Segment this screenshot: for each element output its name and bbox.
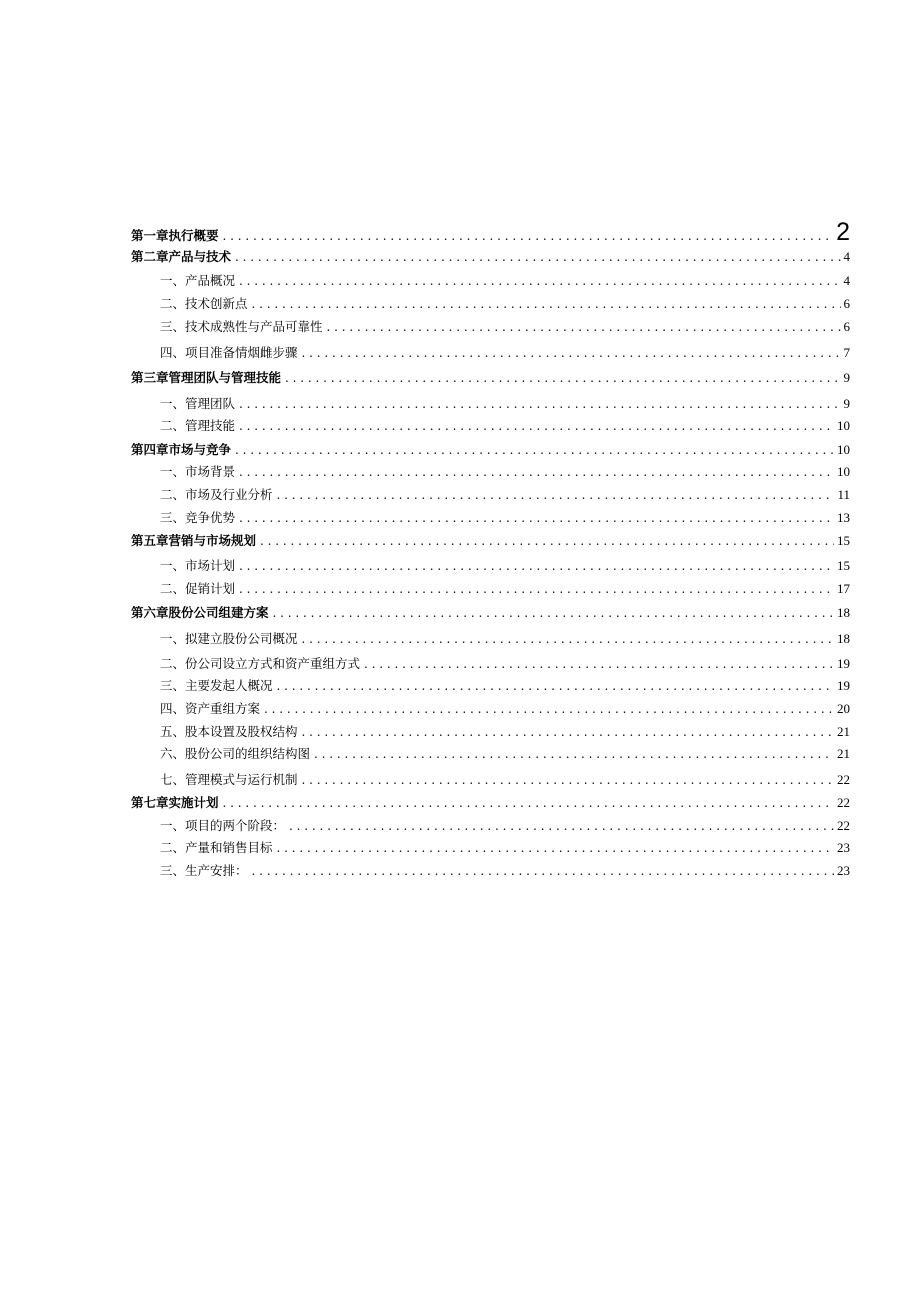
toc-dot-leader <box>285 368 840 388</box>
toc-page-number: 15 <box>837 533 850 548</box>
toc-section-row[interactable] <box>131 722 850 742</box>
toc-dot-leader <box>302 629 834 649</box>
toc-chapter-row[interactable] <box>131 531 850 551</box>
toc-section-title: 五、股本设置及股权结构 <box>160 724 298 739</box>
toc-dot-leader <box>223 793 834 813</box>
toc-page-number: 22 <box>837 772 850 787</box>
toc-chapter-row[interactable] <box>131 247 850 267</box>
toc-page-number: 19 <box>837 678 850 693</box>
toc-page-number: 21 <box>837 724 850 739</box>
toc-page-number: 4 <box>843 273 850 288</box>
toc-section-row[interactable] <box>131 744 850 764</box>
toc-chapter-title: 第一章执行概要 <box>131 228 219 243</box>
toc-dot-leader <box>314 744 834 764</box>
toc-page-number: 9 <box>843 370 850 385</box>
toc-section-row[interactable] <box>131 770 850 790</box>
toc-page-number: 10 <box>837 464 850 479</box>
toc-dot-leader <box>302 770 834 790</box>
toc-section-row[interactable] <box>131 861 850 881</box>
toc-section-title: 一、产品概况 <box>160 273 236 288</box>
toc-section-title: 一、拟建立股份公司概况 <box>160 631 298 646</box>
toc-page-number: 18 <box>837 631 850 646</box>
toc-page-number: 22 <box>837 818 850 833</box>
toc-page-number: 17 <box>837 581 850 596</box>
toc-chapter-title: 第七章实施计划 <box>131 795 219 810</box>
toc-section-title: 三、竞争优势 <box>160 510 236 525</box>
toc-section-title: 一、项目的两个阶段： <box>160 818 286 833</box>
toc-section-row[interactable] <box>131 343 850 363</box>
toc-section-title: 二、产量和销售目标 <box>160 840 273 855</box>
toc-section-title: 四、项目准备情烟雌步骤 <box>160 345 298 360</box>
toc-dot-leader <box>235 440 834 460</box>
toc-dot-leader <box>239 271 840 291</box>
toc-section-title: 七、管理模式与运行机制 <box>160 772 298 787</box>
toc-section-title: 六、股份公司的组织结构图 <box>160 746 311 761</box>
toc-page-number: 23 <box>837 863 850 878</box>
toc-section-row[interactable] <box>131 629 850 649</box>
toc-section-title: 一、市场背景 <box>160 464 236 479</box>
toc-section-row[interactable] <box>131 676 850 696</box>
toc-dot-leader <box>302 343 841 363</box>
toc-dot-leader <box>327 317 841 337</box>
toc-section-title: 三、技术成熟性与产品可靠性 <box>160 319 323 334</box>
toc-page-number: 6 <box>843 319 850 334</box>
toc-dot-leader <box>264 699 834 719</box>
toc-dot-leader <box>252 294 841 314</box>
toc-chapter-title: 第三章管理团队与管理技能 <box>131 370 282 385</box>
toc-dot-leader <box>277 838 834 858</box>
toc-dot-leader <box>235 247 840 267</box>
toc-section-title: 二、技术创新点 <box>160 296 248 311</box>
toc-dot-leader <box>277 676 834 696</box>
toc-page-number: 11 <box>837 487 850 502</box>
toc-section-row[interactable] <box>131 579 850 599</box>
toc-section-row[interactable] <box>131 271 850 291</box>
toc-section-title: 三、生产安排： <box>160 863 248 878</box>
toc-dot-leader <box>364 654 834 674</box>
toc-page-number: 4 <box>843 249 850 264</box>
toc-section-row[interactable] <box>131 462 850 482</box>
toc-dot-leader <box>273 603 834 623</box>
toc-section-title: 一、市场计划 <box>160 558 236 573</box>
toc-section-row[interactable] <box>131 654 850 674</box>
toc-page-number: 18 <box>837 605 850 620</box>
toc-page-number: 21 <box>837 746 850 761</box>
toc-dot-leader <box>239 416 834 436</box>
toc-page-number: 23 <box>837 840 850 855</box>
toc-chapter-title: 第二章产品与技术 <box>131 249 232 264</box>
toc-section-title: 一、管理团队 <box>160 396 236 411</box>
toc-section-row[interactable] <box>131 699 850 719</box>
toc-section-row[interactable] <box>131 556 850 576</box>
toc-dot-leader <box>239 556 834 576</box>
toc-dot-leader <box>277 485 835 505</box>
toc-section-title: 二、市场及行业分析 <box>160 487 273 502</box>
toc-chapter-row[interactable] <box>131 603 850 623</box>
toc-page-number: 9 <box>843 396 850 411</box>
toc-page-number: 10 <box>837 418 850 433</box>
toc-dot-leader <box>239 462 834 482</box>
toc-page-number: 6 <box>843 296 850 311</box>
toc-section-row[interactable] <box>131 416 850 436</box>
toc-section-row[interactable] <box>131 317 850 337</box>
toc-page-number: 19 <box>837 656 850 671</box>
toc-dot-leader <box>302 722 834 742</box>
toc-chapter-row[interactable] <box>131 440 850 460</box>
toc-section-row[interactable] <box>131 294 850 314</box>
toc-section-title: 二、促销计划 <box>160 581 236 596</box>
toc-dot-leader <box>260 531 834 551</box>
toc-chapter-row[interactable] <box>131 218 850 246</box>
toc-page-number: 15 <box>837 558 850 573</box>
toc-dot-leader <box>252 861 834 881</box>
toc-section-row[interactable] <box>131 508 850 528</box>
toc-dot-leader <box>289 816 834 836</box>
toc-chapter-title: 第五章营销与市场规划 <box>131 533 257 548</box>
toc-section-row[interactable] <box>131 816 850 836</box>
toc-chapter-row[interactable] <box>131 793 850 813</box>
toc-section-row[interactable] <box>131 838 850 858</box>
toc-page-number: 22 <box>837 795 850 810</box>
toc-page-number: 10 <box>837 442 850 457</box>
toc-page-number: 7 <box>843 345 850 360</box>
toc-section-row[interactable] <box>131 485 850 505</box>
toc-chapter-title: 第六章股份公司组建方案 <box>131 605 269 620</box>
toc-section-title: 三、主要发起人概况 <box>160 678 273 693</box>
toc-section-title: 二、份公司设立方式和资产重组方式 <box>160 656 361 671</box>
toc-section-title: 四、资产重组方案 <box>160 701 261 716</box>
toc-page-number: 20 <box>837 701 850 716</box>
toc-page-number: 2 <box>836 218 850 246</box>
toc-chapter-title: 第四章市场与竞争 <box>131 442 232 457</box>
toc-dot-leader <box>239 508 834 528</box>
toc-section-row[interactable] <box>131 394 850 414</box>
toc-dot-leader <box>223 226 834 246</box>
toc-dot-leader <box>239 394 840 414</box>
toc-chapter-row[interactable] <box>131 368 850 388</box>
toc-page-number: 13 <box>837 510 850 525</box>
toc-dot-leader <box>239 579 834 599</box>
toc-section-title: 二、管理技能 <box>160 418 236 433</box>
